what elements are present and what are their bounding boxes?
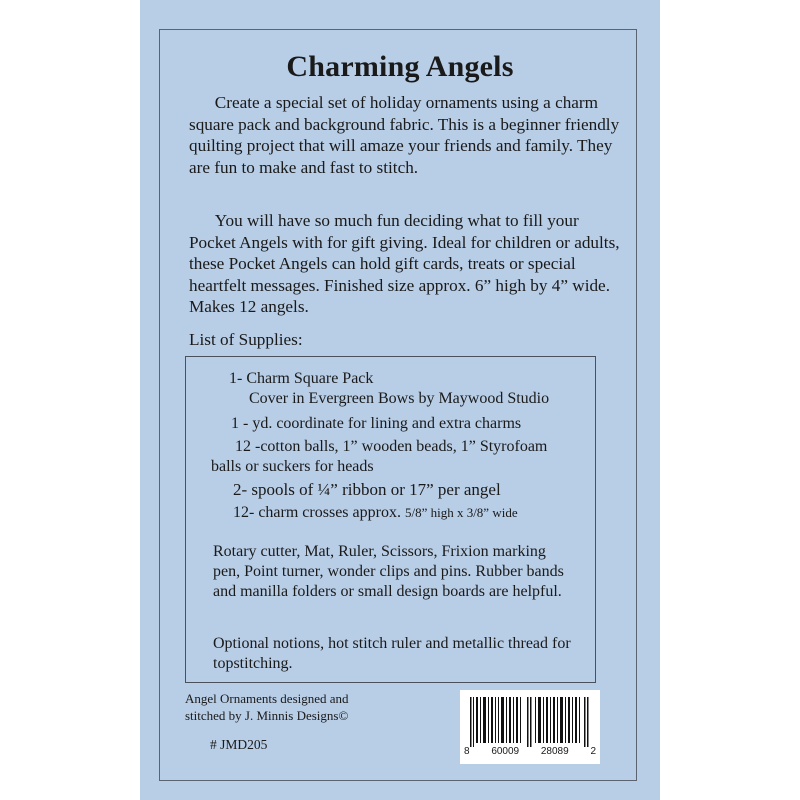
supply-item-charm-pack: 1- Charm Square Pack (229, 370, 374, 387)
tools-paragraph: Rotary cutter, Mat, Ruler, Scissors, Frixion marking pen, Point turner, wonder clips and pins. Rubber bands and manilla folders or small design boards are helpful. (213, 543, 564, 600)
supplies-heading: List of Supplies: (189, 330, 303, 349)
credit-line-1: Angel Ornaments designed and (185, 691, 349, 706)
barcode-digits-left: 60009 (491, 746, 520, 757)
supply-item-heads-cont: balls or suckers for heads (211, 458, 374, 475)
supply-item-heads: 12 -cotton balls, 1” wooden beads, 1” Styrofoam (235, 438, 548, 455)
supply-item-crosses-text: 12- charm crosses approx. (233, 504, 401, 521)
page-title: Charming Angels (286, 50, 514, 83)
description-paragraph (189, 210, 629, 318)
credit-line-2: stitched by J. Minnis Designs© (185, 708, 349, 723)
barcode-digit-last: 2 (590, 746, 596, 757)
barcode-digit-first: 8 (464, 746, 470, 757)
barcode (460, 690, 600, 764)
supply-item-crosses (233, 503, 518, 523)
pattern-back-cover (140, 0, 660, 800)
description-text: You will have so much fun deciding what to fill your Pocket Angels with for gift giving. Ideal for children or adults, these Pocket Angels can hold gift cards, treats or special heartfelt messages. Finished size approx. 6” high by 4” wide. Makes 12 angels. (189, 211, 620, 316)
product-sku: # JMD205 (210, 737, 268, 752)
intro-text: Create a special set of holiday ornaments using a charm square pack and background fabric. This is a beginner friendly quilting project that will amaze your friends and family. They are fun to make and fast to stitch. (189, 93, 620, 177)
supply-item-ribbon: 2- spools of ¼” ribbon or 17” per angel (233, 480, 501, 499)
supply-item-crosses-size: 5/8” high x 3/8” wide (404, 505, 518, 520)
barcode-bars-icon (470, 697, 590, 747)
barcode-digits-right: 28089 (540, 746, 569, 757)
optional-notions-paragraph: Optional notions, hot stitch ruler and metallic thread for topstitching. (213, 635, 571, 672)
supply-item-lining: 1 - yd. coordinate for lining and extra charms (231, 415, 522, 432)
supplies-box (185, 356, 596, 683)
intro-paragraph (189, 92, 629, 178)
barcode-number (460, 746, 600, 757)
supply-item-charm-pack-note: Cover in Evergreen Bows by Maywood Studio (249, 390, 550, 407)
designer-credit (185, 690, 349, 724)
